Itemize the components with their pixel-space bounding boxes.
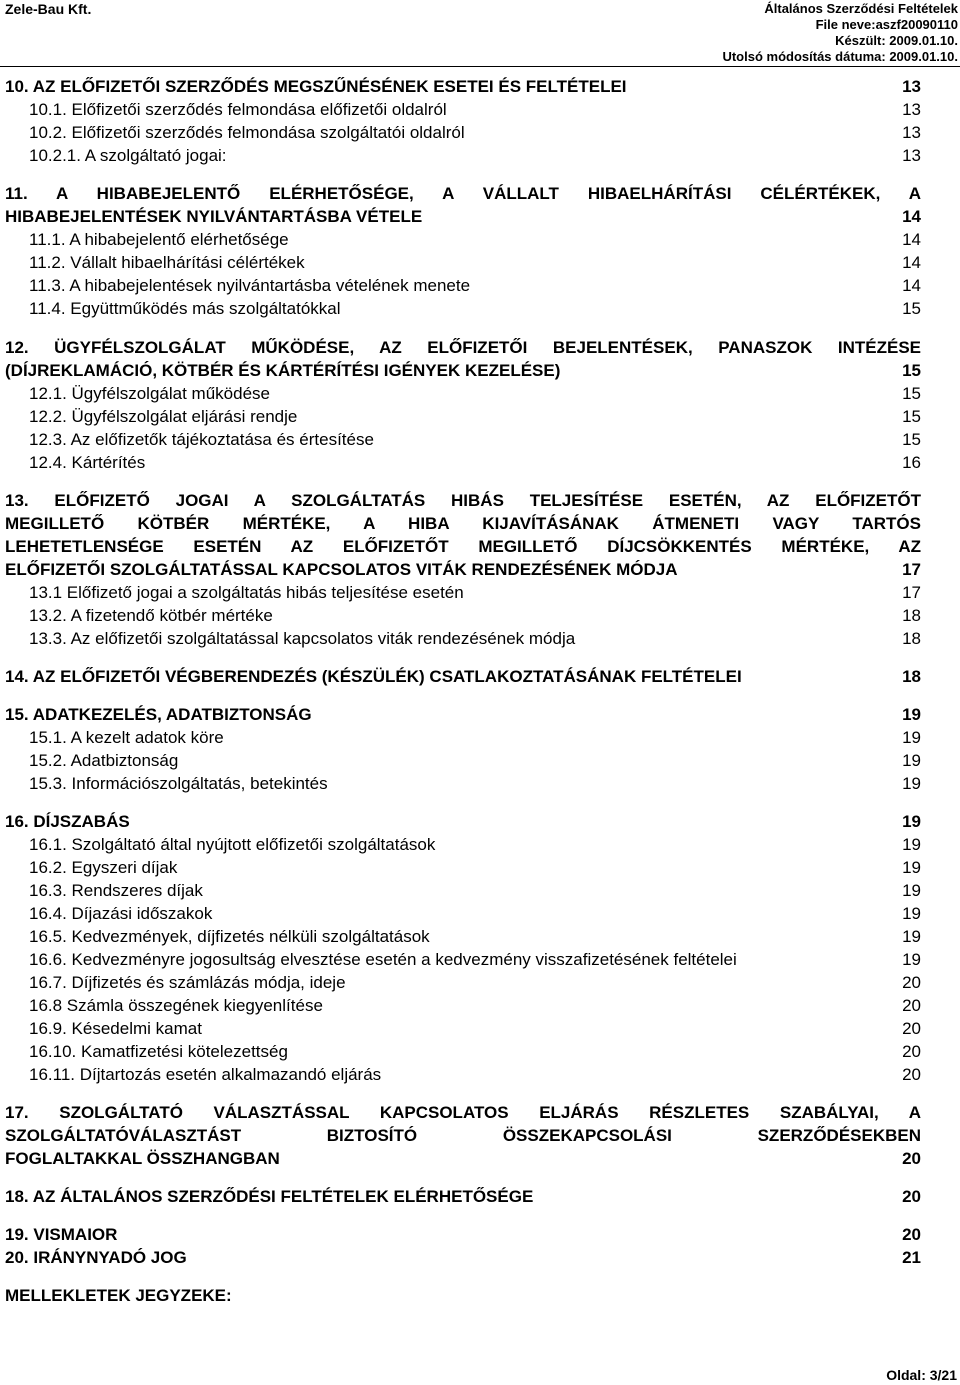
toc-page-number: 18	[902, 606, 921, 625]
toc-subsection[interactable]	[0, 298, 960, 320]
toc-page-number: 19	[902, 904, 921, 923]
toc-entry-title: 10.2. Előfizetői szerződés felmondása szolgáltatói oldalról	[29, 123, 465, 142]
toc-page-number: 20	[902, 1065, 921, 1084]
toc-entry-title: 12.3. Az előfizetők tájékoztatása és értesítése	[29, 430, 374, 449]
toc-entry-title: 13.1 Előfizető jogai a szolgáltatás hibás teljesítése esetén	[29, 583, 464, 602]
toc-page-number: 20	[902, 1042, 921, 1061]
toc-page-number: 20	[902, 1019, 921, 1038]
toc-page-number: 15	[902, 384, 921, 403]
toc-page-number: 13	[902, 146, 921, 165]
toc-page-number: 21	[902, 1248, 921, 1267]
toc-page-number: 13	[902, 123, 921, 142]
toc-page-number: 14	[902, 276, 921, 295]
toc-entry-title: SZOLGÁLTATÓVÁLASZTÁST BIZTOSÍTÓ ÖSSZEKAPCSOLÁSI SZERZŐDÉSEKBEN	[5, 1126, 921, 1145]
toc-section[interactable]	[0, 1247, 960, 1269]
toc-entry-title: 17. SZOLGÁLTATÓ VÁLASZTÁSSAL KAPCSOLATOS ELJÁRÁS RÉSZLETES SZABÁLYAI, A	[5, 1103, 921, 1122]
toc-page-number: 14	[902, 207, 921, 226]
toc-page-number: 18	[902, 667, 921, 686]
toc-page-number: 19	[902, 858, 921, 877]
toc-page-number: 19	[902, 812, 921, 831]
toc-subsection[interactable]	[0, 99, 960, 121]
toc-subsection[interactable]	[0, 252, 960, 274]
toc-section[interactable]	[0, 704, 960, 726]
toc-section[interactable]	[0, 76, 960, 98]
toc-page-number: 16	[902, 453, 921, 472]
toc-entry-title: 15.1. A kezelt adatok köre	[29, 728, 224, 747]
modified-date: Utolsó módosítás dátuma: 2009.01.10.	[722, 49, 958, 64]
toc-subsection[interactable]	[0, 834, 960, 856]
toc-page-number: 20	[902, 1225, 921, 1244]
toc-subsection[interactable]	[0, 995, 960, 1017]
toc-section[interactable]	[0, 513, 960, 535]
toc-entry-title: 13.2. A fizetendő kötbér mértéke	[29, 606, 273, 625]
toc-page-number: 19	[902, 927, 921, 946]
toc-page-number: 13	[902, 100, 921, 119]
toc-entry-title: 15.2. Adatbiztonság	[29, 751, 179, 770]
toc-subsection[interactable]	[0, 926, 960, 948]
toc-entry-title: 16.1. Szolgáltató által nyújtott előfizetői szolgáltatások	[29, 835, 436, 854]
toc-subsection[interactable]	[0, 452, 960, 474]
toc-page-number: 14	[902, 253, 921, 272]
toc-subsection[interactable]	[0, 605, 960, 627]
toc-entry-title: 16.10. Kamatfizetési kötelezettség	[29, 1042, 288, 1061]
toc-subsection[interactable]	[0, 145, 960, 167]
created-date: Készült: 2009.01.10.	[835, 33, 958, 48]
toc-entry-title: 10.1. Előfizetői szerződés felmondása előfizetői oldalról	[29, 100, 447, 119]
toc-entry-title: 16.2. Egyszeri díjak	[29, 858, 178, 877]
toc-subsection[interactable]	[0, 122, 960, 144]
toc-entry-title: MELLEKLETEK JEGYZEKE:	[5, 1286, 232, 1305]
toc-entry-title: 15.3. Információszolgáltatás, betekintés	[29, 774, 328, 793]
toc-entry-title: 10.2.1. A szolgáltató jogai:	[29, 146, 227, 165]
toc-subsection[interactable]	[0, 880, 960, 902]
toc-page-number: 15	[902, 361, 921, 380]
toc-subsection[interactable]	[0, 406, 960, 428]
toc-entry-title: HIBABEJELENTÉSEK NYILVÁNTARTÁSBA VÉTELE	[5, 207, 423, 226]
toc-subsection[interactable]	[0, 582, 960, 604]
toc-entry-title: 16.11. Díjtartozás esetén alkalmazandó eljárás	[29, 1065, 382, 1084]
toc-section[interactable]	[0, 666, 960, 688]
toc-subsection[interactable]	[0, 229, 960, 251]
toc-entry-title: FOGLALTAKKAL ÖSSZHANGBAN	[5, 1149, 280, 1168]
toc-section[interactable]	[0, 1102, 960, 1124]
toc-entry-title: 11. A HIBABEJELENTŐ ELÉRHETŐSÉGE, A VÁLLALT HIBAELHÁRÍTÁSI CÉLÉRTÉKEK, A	[5, 184, 921, 203]
toc-page-number: 17	[902, 560, 921, 579]
toc-subsection[interactable]	[0, 857, 960, 879]
toc-entry-title: 16.9. Késedelmi kamat	[29, 1019, 202, 1038]
toc-section[interactable]	[0, 559, 960, 581]
toc-page-number: 19	[902, 774, 921, 793]
toc-entry-title: 16.7. Díjfizetés és számlázás módja, ideje	[29, 973, 346, 992]
toc-entry-title: 19. VISMAIOR	[5, 1225, 118, 1244]
toc-entry-title: 20. IRÁNYNYADÓ JOG	[5, 1248, 187, 1267]
toc-entry-title: 14. AZ ELŐFIZETŐI VÉGBERENDEZÉS (KÉSZÜLÉK) CSATLAKOZTATÁSÁNAK FELTÉTELEI	[5, 667, 742, 686]
toc-page-number: 14	[902, 230, 921, 249]
toc-subsection[interactable]	[0, 903, 960, 925]
toc-entry-title: 11.3. A hibabejelentések nyilvántartásba vételének menete	[29, 276, 471, 295]
toc-entry-title: 16.6. Kedvezményre jogosultság elvesztése esetén a kedvezmény visszafizetésének feltételei	[29, 950, 737, 969]
toc-page-number: 15	[902, 299, 921, 318]
toc-section[interactable]	[0, 206, 960, 228]
toc-page-number: 18	[902, 629, 921, 648]
toc-subsection[interactable]	[0, 773, 960, 795]
toc-entry-title: 16.4. Díjazási időszakok	[29, 904, 213, 923]
toc-page-number: 19	[902, 950, 921, 969]
toc-entry-title: 16.8 Számla összegének kiegyenlítése	[29, 996, 323, 1015]
toc-page-number: 15	[902, 407, 921, 426]
toc-entry-title: MEGILLETŐ KÖTBÉR MÉRTÉKE, A HIBA KIJAVÍTÁSÁNAK ÁTMENETI VAGY TARTÓS	[5, 514, 921, 533]
toc-page-number: 20	[902, 1187, 921, 1206]
toc-subsection[interactable]	[0, 750, 960, 772]
header-meta	[722, 1, 958, 65]
toc-entry-title: 10. AZ ELŐFIZETŐI SZERZŐDÉS MEGSZŰNÉSÉNEK ESETEI ÉS FELTÉTELEI	[5, 77, 627, 96]
toc-section[interactable]	[0, 360, 960, 382]
page-number: Oldal: 3/21	[886, 1367, 957, 1383]
toc-page-number: 17	[902, 583, 921, 602]
toc-page-number: 19	[902, 705, 921, 724]
toc-section[interactable]	[0, 1224, 960, 1246]
toc-section[interactable]	[0, 811, 960, 833]
toc-entry-title: 18. AZ ÁLTALÁNOS SZERZŐDÉSI FELTÉTELEK ELÉRHETŐSÉGE	[5, 1187, 534, 1206]
toc-page-number: 19	[902, 751, 921, 770]
toc-entry-title: 12.1. Ügyfélszolgálat működése	[29, 384, 270, 403]
toc-section[interactable]	[0, 1125, 960, 1147]
toc-section[interactable]	[0, 536, 960, 558]
toc-entry-title: (DÍJREKLAMÁCIÓ, KÖTBÉR ÉS KÁRTÉRÍTÉSI IGÉNYEK KEZELÉSE)	[5, 361, 561, 380]
toc-subsection[interactable]	[0, 1041, 960, 1063]
toc-section[interactable]	[0, 183, 960, 205]
toc-section[interactable]	[0, 337, 960, 359]
toc-subsection[interactable]	[0, 949, 960, 971]
toc-subsection[interactable]	[0, 429, 960, 451]
toc-entry-title: 12.2. Ügyfélszolgálat eljárási rendje	[29, 407, 298, 426]
toc-subsection[interactable]	[0, 1018, 960, 1040]
toc-section[interactable]	[0, 1148, 960, 1170]
toc-section[interactable]	[0, 1186, 960, 1208]
page-header	[0, 0, 960, 67]
toc-page-number: 20	[902, 996, 921, 1015]
toc-page-number: 19	[902, 728, 921, 747]
toc-page-number: 20	[902, 1149, 921, 1168]
toc-subsection[interactable]	[0, 628, 960, 650]
company-name: Zele-Bau Kft.	[5, 1, 92, 17]
toc-subsection[interactable]	[0, 383, 960, 405]
file-name: File neve:aszf20090110	[815, 17, 958, 32]
toc-entry-title: 13.3. Az előfizetői szolgáltatással kapcsolatos viták rendezésének módja	[29, 629, 576, 648]
toc-section[interactable]	[0, 1285, 960, 1307]
toc-subsection[interactable]	[0, 727, 960, 749]
toc-page-number: 19	[902, 881, 921, 900]
toc-entry-title: 15. ADATKEZELÉS, ADATBIZTONSÁG	[5, 705, 312, 724]
toc-entry-title: 11.1. A hibabejelentő elérhetősége	[29, 230, 289, 249]
toc-entry-title: 16.5. Kedvezmények, díjfizetés nélküli szolgáltatások	[29, 927, 430, 946]
toc-entry-title: 12.4. Kártérítés	[29, 453, 146, 472]
toc-subsection[interactable]	[0, 1064, 960, 1086]
toc-entry-title: 13. ELŐFIZETŐ JOGAI A SZOLGÁLTATÁS HIBÁS TELJESÍTÉSE ESETÉN, AZ ELŐFIZETŐT	[5, 491, 921, 510]
toc-entry-title: 11.2. Vállalt hibaelhárítási célértékek	[29, 253, 305, 272]
toc-entry-title: 12. ÜGYFÉLSZOLGÁLAT MŰKÖDÉSE, AZ ELŐFIZETŐI BEJELENTÉSEK, PANASZOK INTÉZÉSE	[5, 338, 921, 357]
toc-page-number: 15	[902, 430, 921, 449]
toc-page-number: 13	[902, 77, 921, 96]
toc-entry-title: LEHETETLENSÉGE ESETÉN AZ ELŐFIZETŐT MEGILLETŐ DÍJCSÖKKENTÉS MÉRTÉKE, AZ	[5, 537, 921, 556]
toc-entry-title: 11.4. Együttműködés más szolgáltatókkal	[29, 299, 341, 318]
toc-subsection[interactable]	[0, 275, 960, 297]
toc-page-number: 19	[902, 835, 921, 854]
toc-page-number: 20	[902, 973, 921, 992]
toc-section[interactable]	[0, 490, 960, 512]
document-title: Általános Szerződési Feltételek	[764, 1, 958, 16]
toc-entry-title: 16.3. Rendszeres díjak	[29, 881, 203, 900]
toc-subsection[interactable]	[0, 972, 960, 994]
toc-entry-title: 16. DÍJSZABÁS	[5, 812, 130, 831]
toc-entry-title: ELŐFIZETŐI SZOLGÁLTATÁSSAL KAPCSOLATOS VITÁK RENDEZÉSÉNEK MÓDJA	[5, 560, 678, 579]
